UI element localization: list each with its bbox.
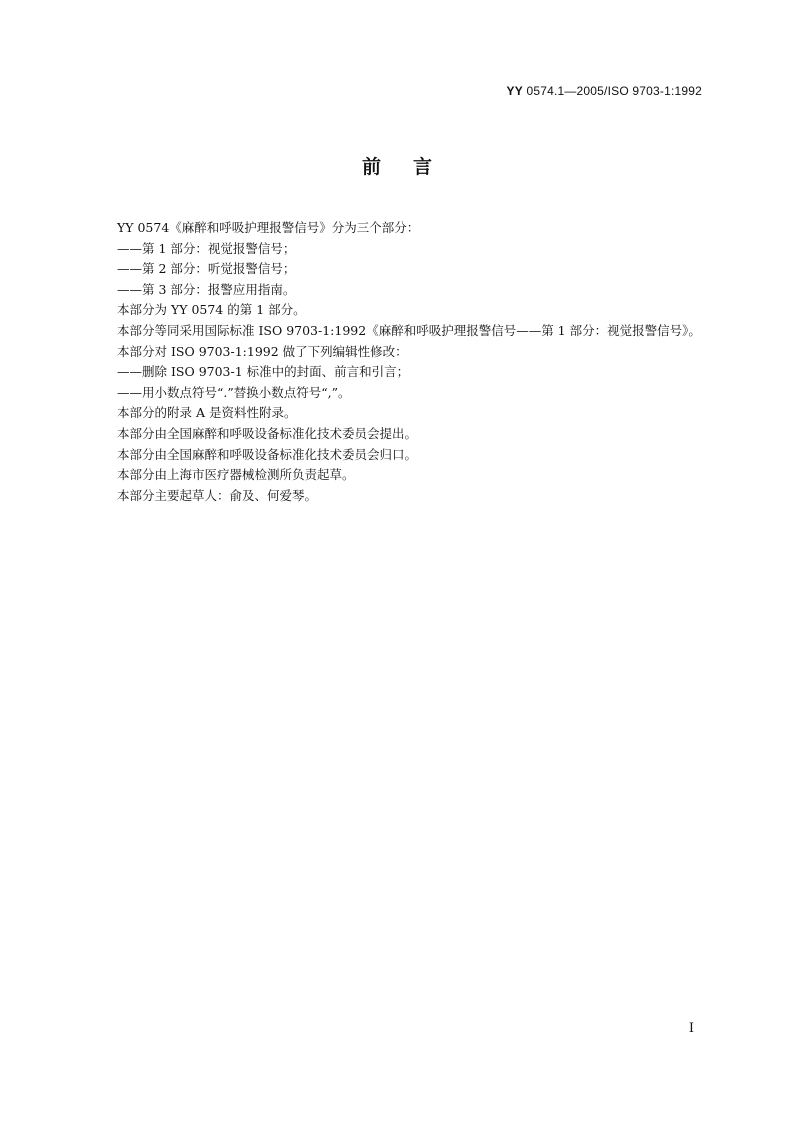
paragraph: 本部分的附录 A 是资料性附录。: [117, 405, 297, 421]
list-item: ——第 1 部分：视觉报警信号；: [117, 240, 296, 256]
paragraph: 本部分主要起草人：俞及、何爱琴。: [117, 487, 318, 503]
page-number: I: [688, 1021, 694, 1036]
standard-code: YY: [506, 84, 523, 98]
standard-number-rest: 0574.1—2005/ISO 9703-1:1992: [526, 84, 702, 98]
paragraph: 本部分由上海市医疗器械检测所负责起草。: [117, 467, 355, 483]
list-item: ——第 3 部分：报警应用指南。: [117, 281, 296, 297]
paragraph: 本部分对 ISO 9703-1:1992 做了下列编辑性修改：: [117, 343, 408, 359]
paragraph: 本部分由全国麻醉和呼吸设备标准化技术委员会提出。: [117, 425, 418, 441]
list-item: ——删除 ISO 9703-1 标准中的封面、前言和引言；: [117, 364, 410, 380]
paragraph: 本部分为 YY 0574 的第 1 部分。: [117, 302, 306, 318]
foreword-body: [92, 218, 704, 506]
page-title: 前言: [361, 156, 464, 178]
paragraph: 本部分等同采用国际标准 ISO 9703-1:1992《麻醉和呼吸护理报警信号——第 1 部分：视觉报警信号》。: [117, 322, 701, 338]
paragraph: 本部分由全国麻醉和呼吸设备标准化技术委员会归口。: [117, 446, 418, 462]
list-item: ——第 2 部分：听觉报警信号；: [117, 261, 296, 277]
standard-number: [506, 84, 702, 98]
paragraph: YY 0574《麻醉和呼吸护理报警信号》分为三个部分：: [117, 220, 420, 235]
list-item: ——用小数点符号“.”替换小数点符号“,”。: [117, 384, 351, 400]
